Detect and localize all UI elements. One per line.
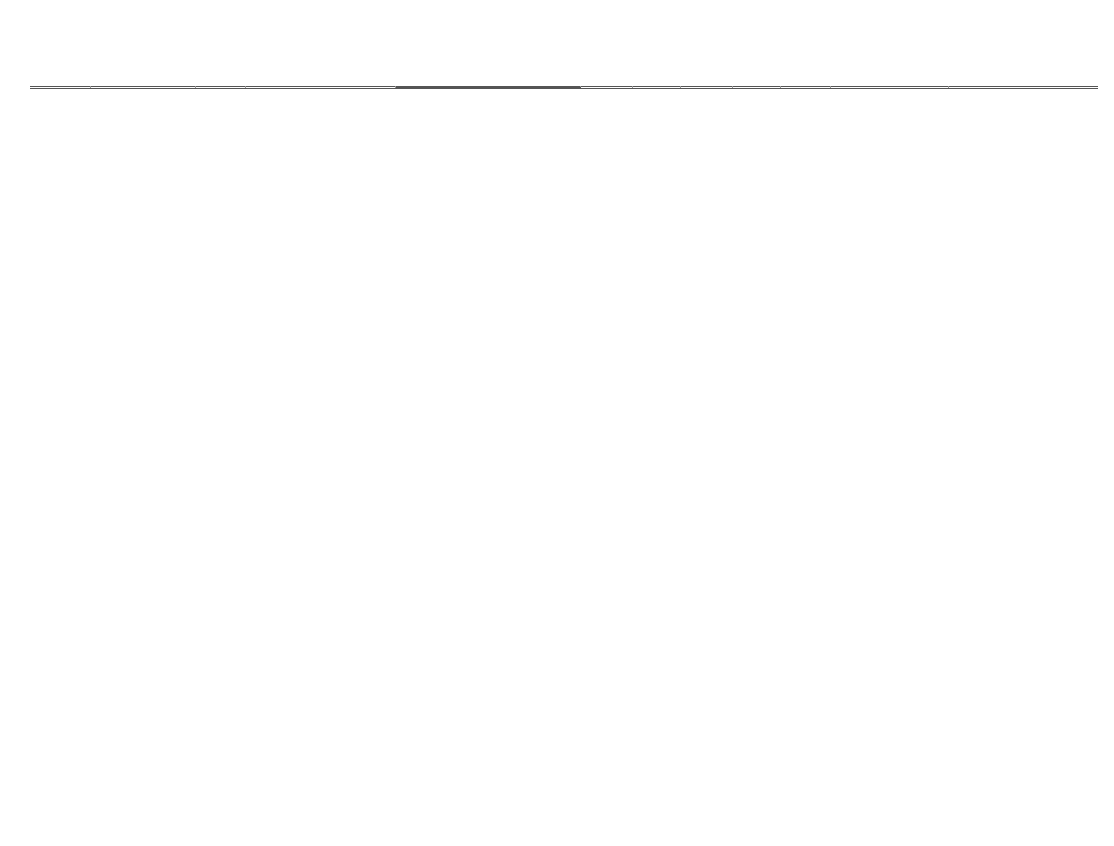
col-authority xyxy=(830,87,948,89)
col-payments xyxy=(732,87,780,89)
col-liabilities xyxy=(780,87,830,89)
col-remarks xyxy=(948,87,1098,89)
col-contractor-name xyxy=(395,88,503,89)
col-nature xyxy=(245,87,395,89)
col-completion xyxy=(580,87,632,89)
otago-contracts-table xyxy=(30,86,1098,89)
col-date xyxy=(30,87,90,89)
col-tender-amount xyxy=(632,87,680,89)
col-contract-amount xyxy=(680,87,732,89)
col-tender xyxy=(195,87,245,89)
col-name xyxy=(90,87,195,89)
col-contractor-address xyxy=(503,88,580,89)
